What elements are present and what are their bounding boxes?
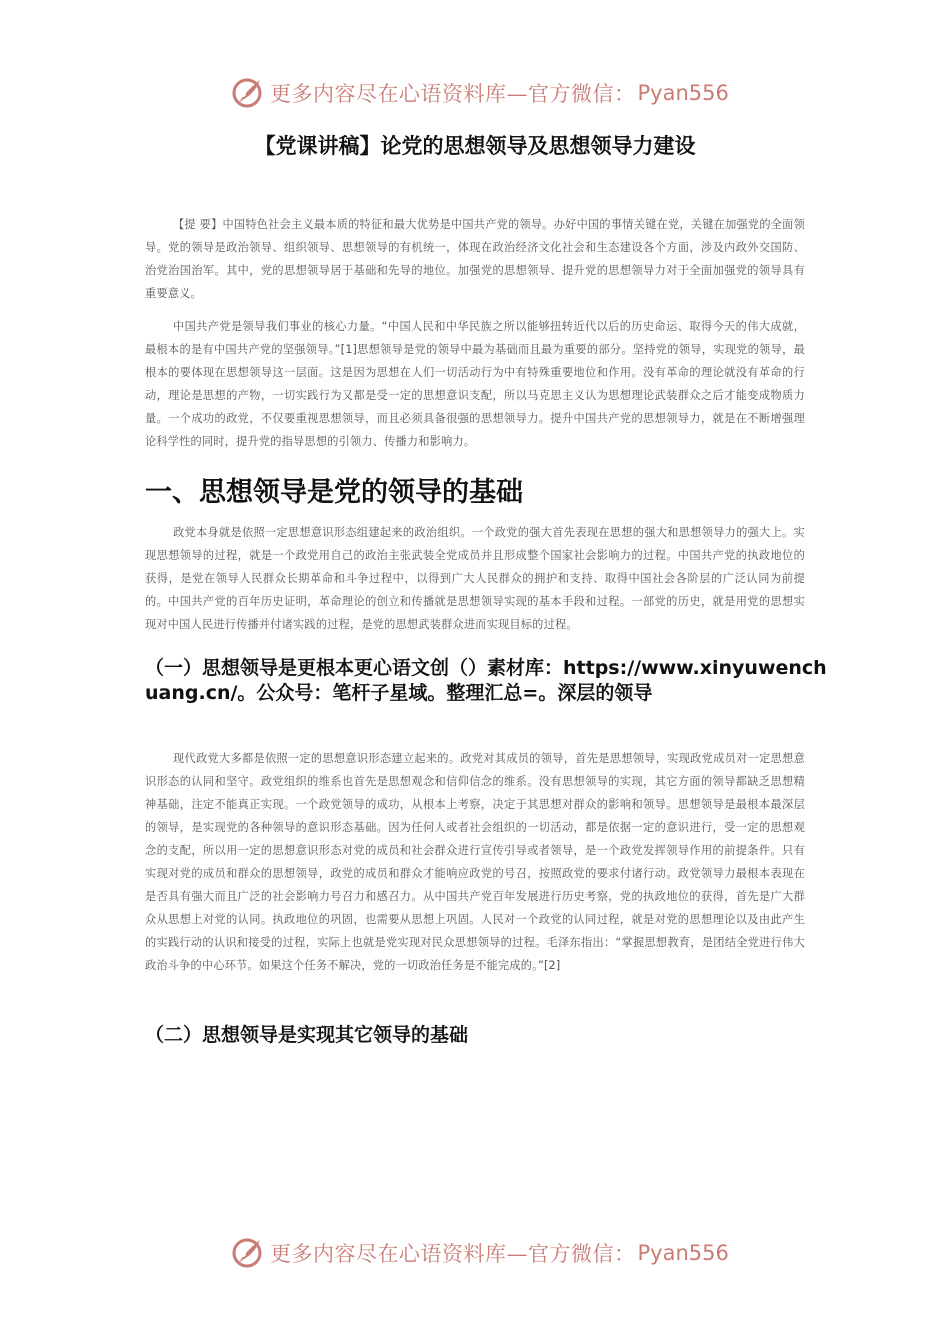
section1-paragraph: 政党本身就是依照一定思想意识形态组建起来的政治组织。一个政党的强大首先表现在思想的强大和思想领导力的强大上。实现思想领导的过程，就是一个政党用自己的政治主张武装全党成员并且形成整个国家社会影响力的过程。中国共产党的执政地位的获得，是党在领导人民群众长期革命和斗争过程中，以得到广大人民群众的拥护和支持、取得中国社会各阶层的广泛认同为前提的。中国共产党的百年历史证明，革命理论的创立和传播就是思想领导实现的基本手段和过程。一部党的历史，就是用党的思想实现对中国人民进行传播并付诸实践的过程，是党的思想武装群众进而实现目标的过程。: [145, 526, 805, 631]
subsection-heading-2: （二）思想领导是实现其它领导的基础: [145, 1024, 469, 1046]
watermark-text: 更多内容尽在心语资料库—官方微信：: [270, 82, 636, 106]
page-title: 【党课讲稿】论党的思想领导及思想领导力建设: [254, 134, 696, 158]
subsection1-paragraph: 现代政党大多都是依照一定的思想意识形态建立起来的。政党对其成员的领导，首先是思想领导，实现政党成员对一定思想意识形态的认同和坚守。政党组织的维系也首先是思想观念和信仰信念的维系。没有思想领导的实现，其它方面的领导都缺乏思想精神基础，注定不能真正实现。一个政党领导的成功，从根本上考察，决定于其思想对群众的影响和领导。思想领导是最根本最深层的领导，是实现党的各种领导的意识形态基础。因为任何人或者社会组织的一切活动，都是依据一定的意识进行，受一定的思想观念的支配，所以用一定的思想意识形态对党的成员和社会群众进行宣传引导或者领导，是一个政党发挥领导作用的前提条件。只有实现对党的成员和群众的思想领导，政党的成员和群众才能响应政党的号召，按照政党的要求付诸行动。政党领导力最根本表现在是否具有强大而且广泛的社会影响力号召力和感召力。从中国共产党百年发展进行历史考察，党的执政地位的获得，首先是广大群众从思想上对党的认同。执政地位的巩固，也需要从思想上巩固。人民对一个政党的认同过程，就是对党的思想理论以及由此产生的实践行动的认识和接受的过程，实际上也就是党实现对民众思想领导的过程。毛泽东指出：“掌握思想教育，是团结全党进行伟大政治斗争的中心环节。如果这个任务不解决，党的一切政治任务是不能完成的。”[2]: [145, 752, 805, 972]
watermark-wechat-id: Pyan556: [637, 1241, 729, 1265]
watermark-header: [230, 73, 729, 113]
watermark-footer: [230, 1233, 729, 1273]
quill-logo-icon: [230, 76, 264, 110]
watermark-text: 更多内容尽在心语资料库—官方微信：: [270, 1242, 636, 1266]
subsection-heading-1: （一）思想领导是更根本更心语文创（）素材库：https://www.xinyuwenchuang.cn/。公众号：笔杆子星域。整理汇总=。深层的领导: [145, 657, 827, 704]
quill-logo-icon: [230, 1236, 264, 1270]
intro-paragraph: 中国共产党是领导我们事业的核心力量。“中国人民和中华民族之所以能够扭转近代以后的历史命运、取得今天的伟大成就，最根本的是有中国共产党的坚强领导。”[1]思想领导是党的领导中最为基础而且最为重要的部分。坚持党的领导，实现党的领导，最根本的要体现在思想领导这一层面。这是因为思想在人们一切活动行为中有特殊重要地位和作用。没有革命的理论就没有革命的行动，理论是思想的产物，一切实践行为又都是受一定的思想意识支配，所以马克思主义认为思想理论武装群众之后才能变成物质力量。一个成功的政党，不仅要重视思想领导，而且必须具备很强的思想领导力。提升中国共产党的思想领导力，就是在不断增强理论科学性的同时，提升党的指导思想的引领力、传播力和影响力。: [145, 320, 805, 448]
section-heading-1: 一、思想领导是党的领导的基础: [145, 477, 523, 508]
abstract-paragraph: 【提 要】中国特色社会主义最本质的特征和最大优势是中国共产党的领导。办好中国的事情关键在党，关键在加强党的全面领导。党的领导是政治领导、组织领导、思想领导的有机统一，体现在政治经济文化社会和生态建设各个方面，涉及内政外交国防、治党治国治军。其中，党的思想领导居于基础和先导的地位。加强党的思想领导、提升党的思想领导力对于全面加强党的领导具有重要意义。: [145, 218, 805, 300]
watermark-wechat-id: Pyan556: [637, 81, 729, 105]
